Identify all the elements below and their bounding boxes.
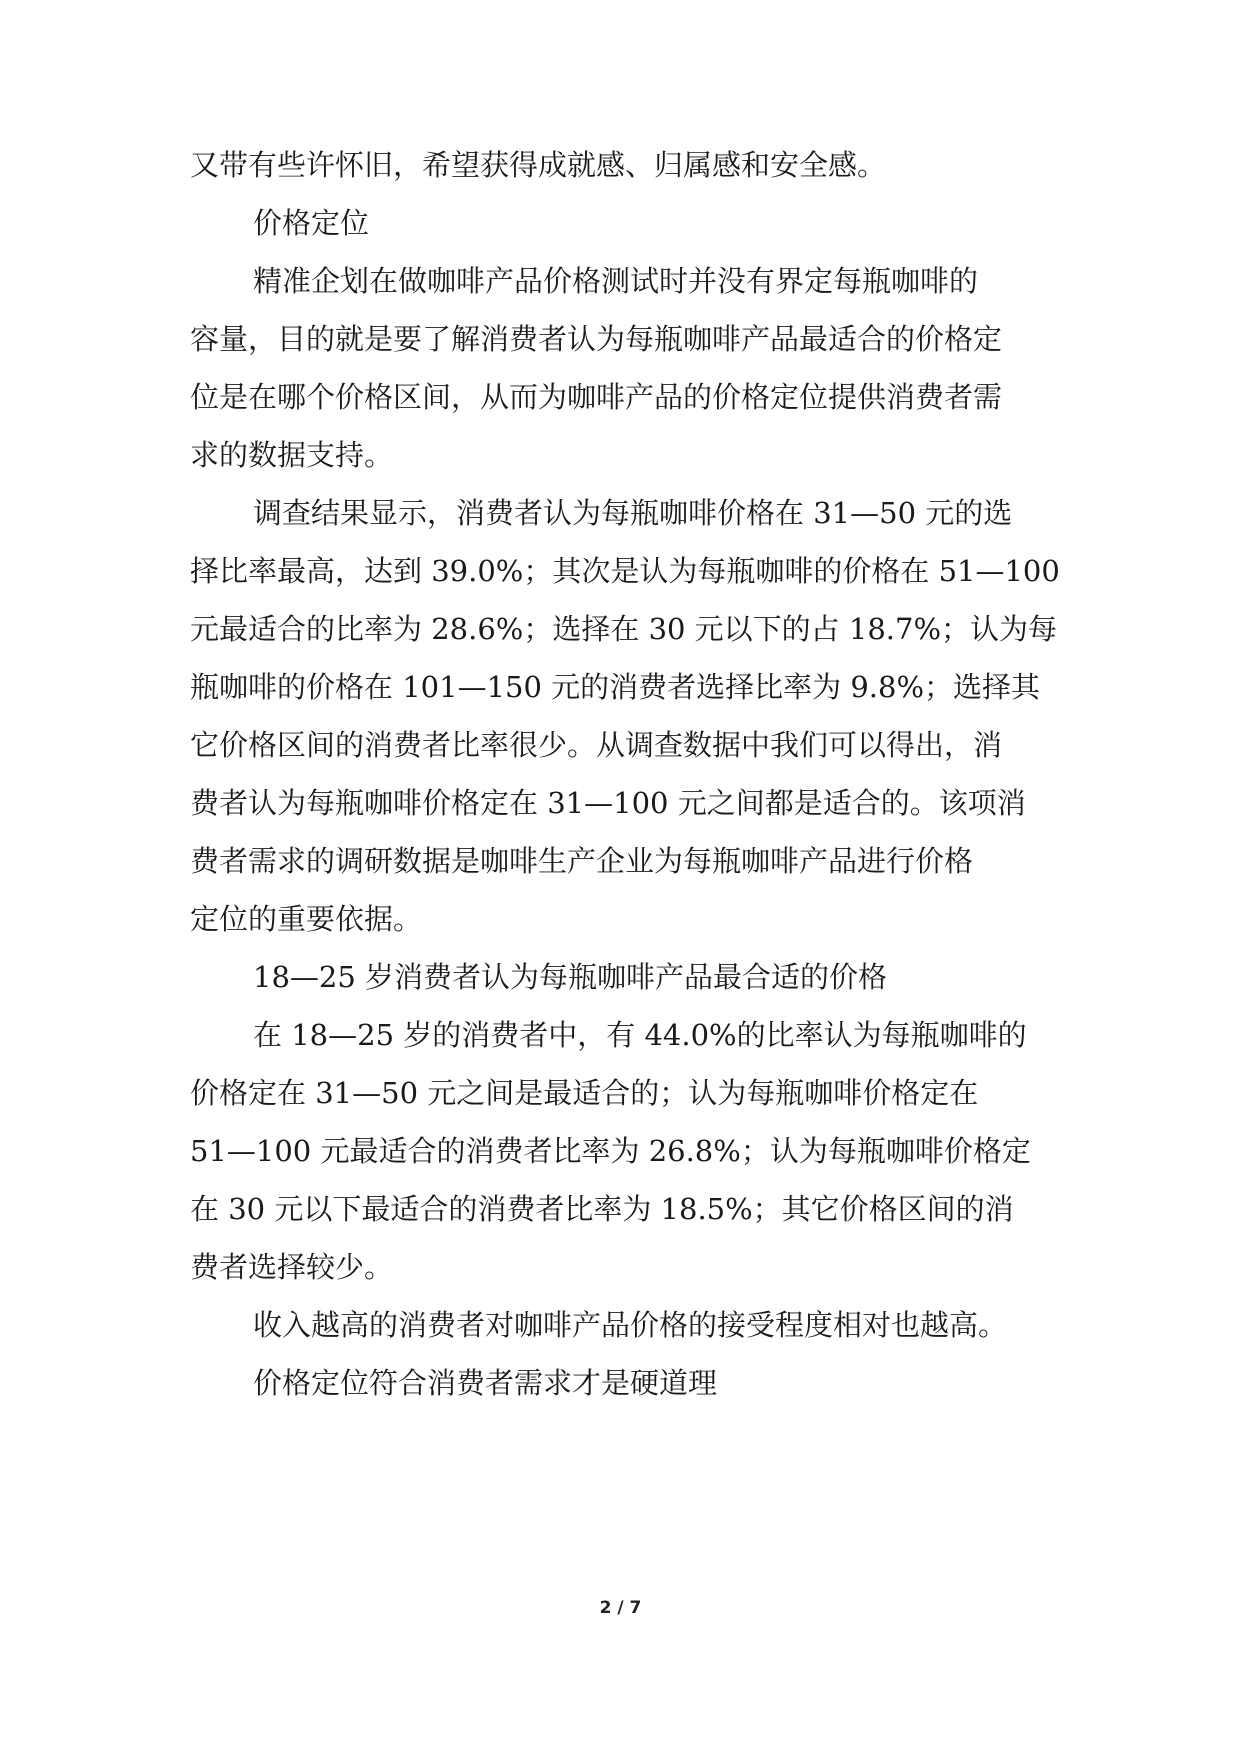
text-line: 精准企划在做咖啡产品价格测试时并没有界定每瓶咖啡的 xyxy=(253,264,979,298)
section-heading: 18—25 岁消费者认为每瓶咖啡产品最合适的价格 xyxy=(253,960,888,994)
text-line: 价格定在 31—50 元之间是最适合的；认为每瓶咖啡价格定在 xyxy=(190,1076,979,1110)
section-heading: 价格定位 xyxy=(253,206,370,240)
text-line: 择比率最高，达到 39.0%；其次是认为每瓶咖啡的价格在 51—100 xyxy=(190,554,1060,588)
text-line: 在 18—25 岁的消费者中，有 44.0%的比率认为每瓶咖啡的 xyxy=(253,1018,1027,1052)
text-line: 又带有些许怀旧，希望获得成就感、归属感和安全感。 xyxy=(190,148,887,182)
text-line: 定位的重要依据。 xyxy=(190,902,423,936)
text-line: 位是在哪个价格区间，从而为咖啡产品的价格定位提供消费者需 xyxy=(190,380,1003,414)
text-line: 费者选择较少。 xyxy=(190,1250,394,1284)
text-line: 瓶咖啡的价格在 101—150 元的消费者选择比率为 9.8%；选择其 xyxy=(190,670,1041,704)
text-line: 它价格区间的消费者比率很少。从调查数据中我们可以得出，消 xyxy=(190,728,1003,762)
text-line: 容量，目的就是要了解消费者认为每瓶咖啡产品最适合的价格定 xyxy=(190,322,1003,356)
page-number: 2 / 7 xyxy=(599,1598,642,1618)
section-heading: 价格定位符合消费者需求才是硬道理 xyxy=(253,1366,718,1400)
text-line: 在 30 元以下最适合的消费者比率为 18.5%；其它价格区间的消 xyxy=(190,1192,1014,1226)
text-line: 费者需求的调研数据是咖啡生产企业为每瓶咖啡产品进行价格 xyxy=(190,844,974,878)
text-line: 费者认为每瓶咖啡价格定在 31—100 元之间都是适合的。该项消 xyxy=(190,786,1026,820)
text-line: 调查结果显示，消费者认为每瓶咖啡价格在 31—50 元的选 xyxy=(253,496,1013,530)
text-line: 元最适合的比率为 28.6%；选择在 30 元以下的占 18.7%；认为每 xyxy=(190,612,1058,646)
text-line: 51—100 元最适合的消费者比率为 26.8%；认为每瓶咖啡价格定 xyxy=(190,1134,1031,1168)
text-line: 求的数据支持。 xyxy=(190,438,394,472)
text-line: 收入越高的消费者对咖啡产品价格的接受程度相对也越高。 xyxy=(253,1308,1008,1342)
